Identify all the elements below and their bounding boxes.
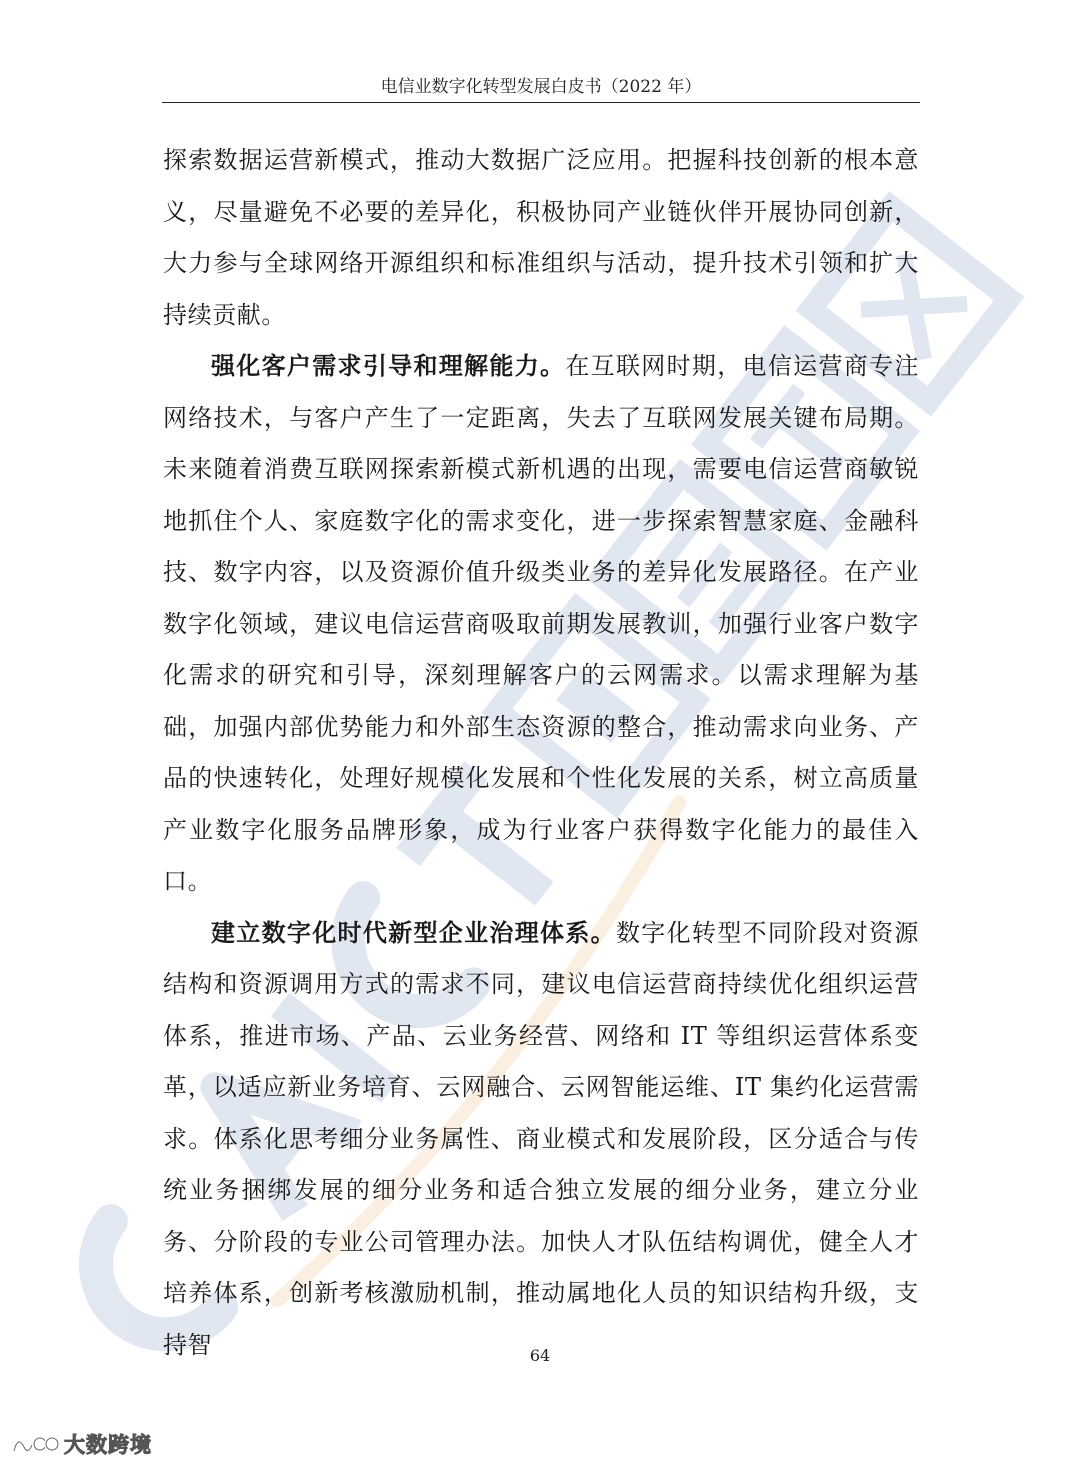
paragraph-3-text: 数字化转型不同阶段对资源结构和资源调用方式的需求不同，建议电信运营商持续优化组织运营体系，推进市场、产品、云业务经营、网络和 IT 等组织运营体系变革，以适应新业务培育、云网融合、云网智能运维、IT 集约化运营需求。体系化思考细分业务属性、商业模式和发展阶段，区分适合与传统业务捆绑发展的细分业务和适合独立发展的细分业务，建立分业务、分阶段的专业公司管理办法。加快人才队伍结构调优，健全人才培养体系，创新考核激励机制，推动属地化人员的知识结构升级，支持智 [163,918,920,1359]
header-title: 电信业数字化转型发展白皮书（2022 年） [380,77,702,97]
source-watermark [10,1426,152,1462]
paragraph-2-text: 在互联网时期，电信运营商专注网络技术，与客户产生了一定距离，失去了互联网发展关键布局期。未来随着消费互联网探索新模式新机遇的出现，需要电信运营商敏锐地抓住个人、家庭数字化的需求变化，进一步探索智慧家庭、金融科技、数字内容，以及资源价值升级类业务的差异化发展路径。在产业数字化领域，建议电信运营商吸取前期发展教训，加强行业客户数字化需求的研究和引导，深刻理解客户的云网需求。以需求理解为基础，加强内部优势能力和外部生态资源的整合，推动需求向业务、产品的快速转化，处理好规模化发展和个性化发展的关系，树立高质量产业数字化服务品牌形象，成为行业客户获得数字化能力的最佳入口。 [163,352,919,895]
paragraph-3-heading: 建立数字化时代新型企业治理体系。 [211,918,616,947]
page-number: 64 [529,1346,551,1365]
paragraph-1: 探索数据运营新模式，推动大数据广泛应用。把握科技创新的根本意义，尽量避免不必要的差异化，积极协同产业链伙伴开展协同创新，大力参与全球网络开源组织和标准组织与活动，提升技术引领和扩大持续贡献。 [163,146,919,329]
paragraph-2 [163,341,919,908]
brand-logo-icon [10,1429,60,1459]
running-header [162,72,920,103]
body-text [163,135,919,1371]
paragraph-2-heading: 强化客户需求引导和理解能力。 [211,352,566,380]
paragraph-3 [163,908,919,1372]
brand-name: 大数跨境 [64,1433,152,1457]
